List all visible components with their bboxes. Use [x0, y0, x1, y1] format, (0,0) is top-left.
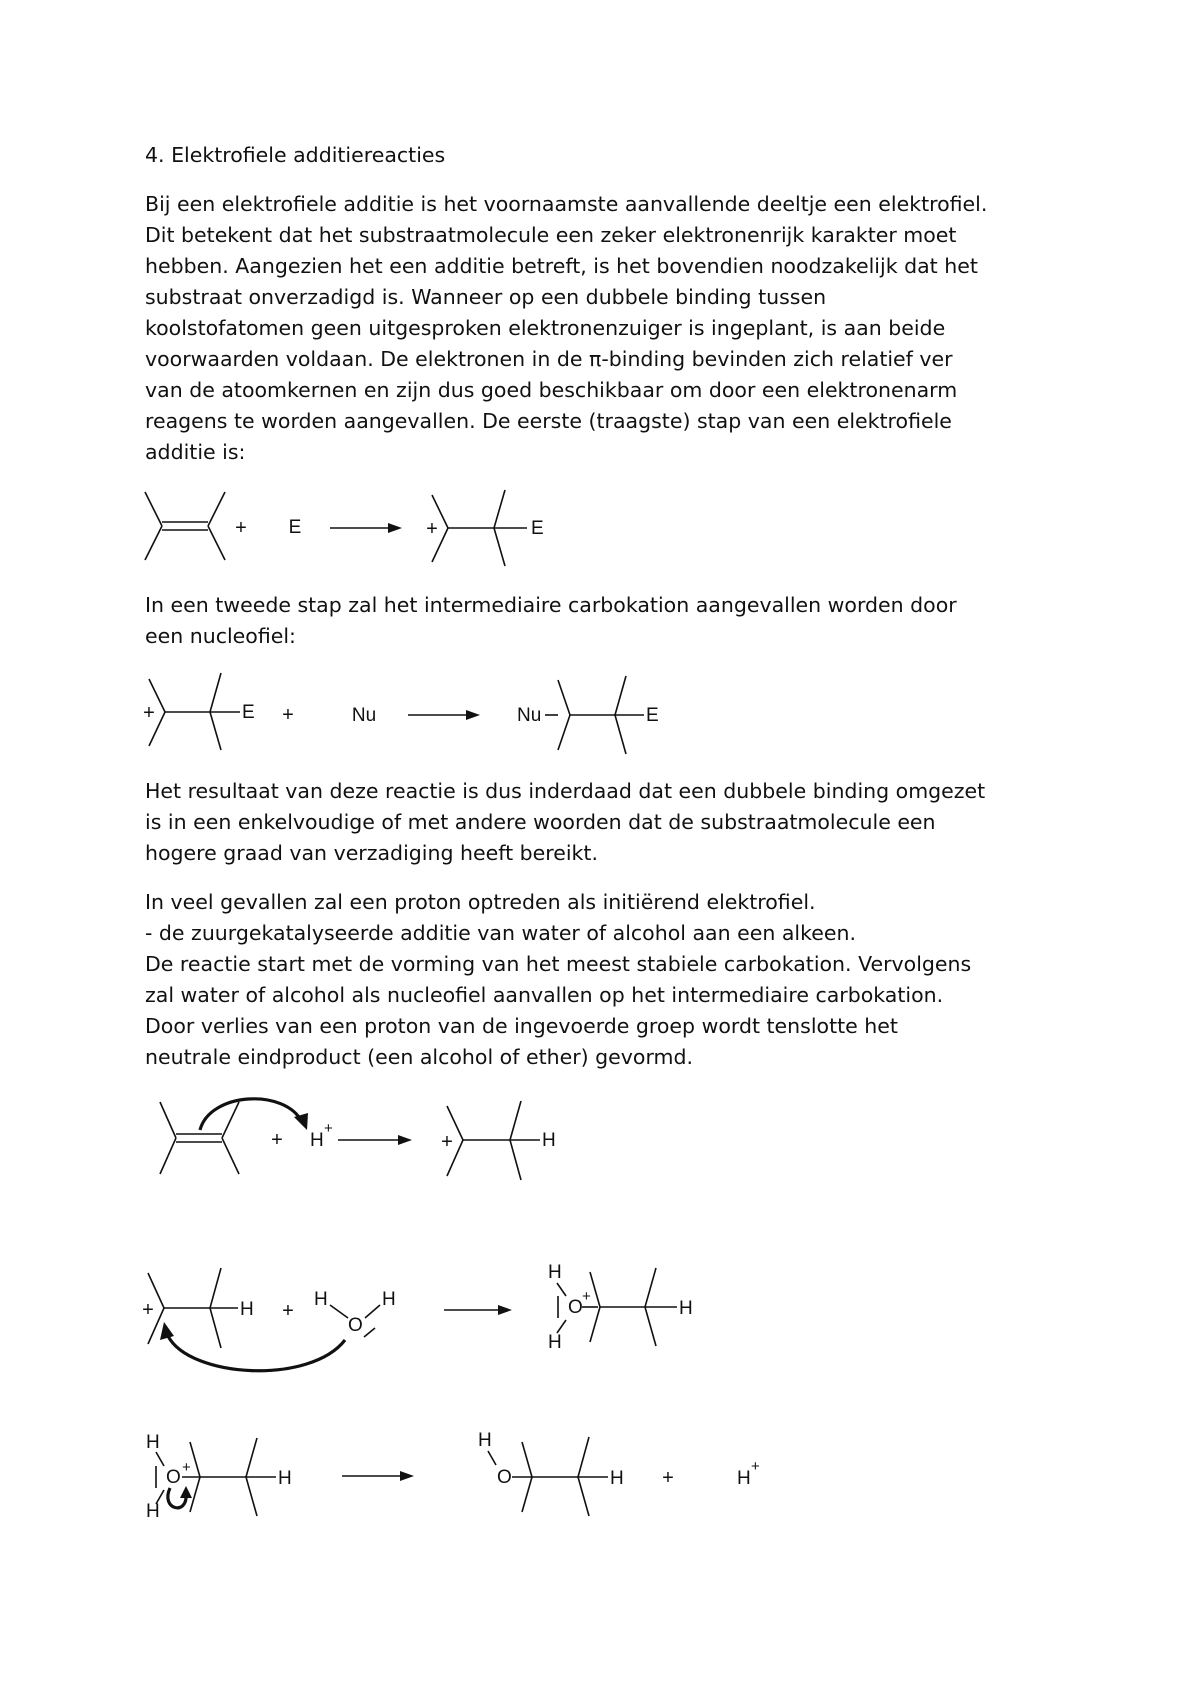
curved-electron-arrow: [160, 1322, 345, 1371]
section-heading: 4. Elektrofiele additiereacties: [145, 143, 446, 167]
text-line: substraat onverzadigd is. Wanneer op een dubbele binding tussen: [145, 285, 827, 309]
hydrogen-label: H: [610, 1468, 624, 1489]
hydrogen-label: H: [240, 1299, 254, 1320]
curved-electron-arrow: [168, 1486, 192, 1508]
hydrogen-label: H: [146, 1432, 160, 1453]
text-line: Het resultaat van deze reactie is dus inderdaad dat een dubbele binding omgezet: [145, 779, 986, 803]
text-line: voorwaarden voldaan. De elektronen in de π-binding bevinden zich relatief ver: [145, 347, 953, 371]
text-line: reagens te worden aangevallen. De eerste (traagste) stap van een elektrofiele: [145, 409, 952, 433]
proton-charge: +: [751, 1458, 760, 1475]
alkene-structure: [160, 1102, 239, 1174]
curved-electron-arrow: [200, 1099, 308, 1130]
text-line: een nucleofiel:: [145, 624, 296, 648]
text-line: is in een enkelvoudige of met andere woorden dat de substraatmolecule een: [145, 810, 936, 834]
text-line: koolstofatomen geen uitgesproken elektronenzuiger is ingeplant, is aan beide: [145, 316, 946, 340]
nucleophile-label: Nu: [517, 705, 542, 726]
hydrogen-label: H: [542, 1130, 556, 1151]
proton-charge: +: [324, 1120, 333, 1137]
text-line: van de atoomkernen en zijn dus goed beschikbaar om door een elektronenarm: [145, 378, 958, 402]
proton-label: H: [737, 1468, 751, 1489]
text-line: - de zuurgekatalyseerde additie van water of alcohol aan een alkeen.: [145, 921, 856, 945]
reaction-arrow: [338, 1135, 412, 1145]
electrophile-label: E: [242, 702, 255, 723]
hydrogen-label: H: [478, 1430, 492, 1451]
plus-sign: +: [282, 1300, 294, 1322]
electrophile-label: E: [646, 705, 659, 726]
cation-charge: +: [441, 1131, 453, 1153]
electrophile-label: E: [531, 518, 544, 539]
oxonium-charge: +: [582, 1288, 591, 1305]
electrophile-label: E: [288, 517, 302, 538]
cation-charge: +: [143, 702, 155, 724]
carbocation-structure: [432, 490, 527, 566]
hydrogen-label: H: [314, 1289, 328, 1310]
plus-sign: +: [662, 1467, 674, 1489]
cation-charge: +: [142, 1299, 154, 1321]
carbocation-structure: [149, 673, 240, 750]
hydrogen-label: H: [679, 1298, 693, 1319]
reaction-arrow: [342, 1471, 414, 1481]
plus-sign: +: [282, 704, 294, 726]
proton-label: H: [310, 1130, 324, 1151]
reaction-arrow: [408, 710, 480, 720]
scheme-protonation: [0, 1080, 1200, 1190]
reaction-arrow: [444, 1305, 512, 1315]
reaction-arrow: [330, 523, 402, 533]
hydrogen-label: H: [278, 1468, 292, 1489]
text-line: zal water of alcohol als nucleofiel aanvallen op het intermediaire carbokation.: [145, 983, 944, 1007]
scheme-water-attack: [0, 1255, 1200, 1375]
hydrogen-label: H: [146, 1501, 160, 1522]
text-line: De reactie start met de vorming van het meest stabiele carbokation. Vervolgens: [145, 952, 972, 976]
oxygen-label: O: [568, 1297, 583, 1318]
text-line: hogere graad van verzadiging heeft bereikt.: [145, 841, 598, 865]
proton-paragraph: [145, 887, 1085, 1073]
plus-sign: +: [271, 1129, 283, 1151]
step2-paragraph: [145, 590, 1085, 652]
text-line: Door verlies van een proton van de ingevoerde groep wordt tenslotte het: [145, 1014, 898, 1038]
scheme-nucleophile-attack: [0, 665, 1200, 755]
cation-charge: +: [426, 518, 438, 540]
carbocation-structure: [447, 1101, 540, 1180]
hydrogen-label: H: [548, 1332, 562, 1353]
hydrogen-label: H: [548, 1262, 562, 1283]
oxygen-label: O: [348, 1315, 363, 1336]
scheme-deprotonation: [0, 1415, 1200, 1545]
text-line: In veel gevallen zal een proton optreden als initiërend elektrofiel.: [145, 890, 816, 914]
text-line: neutrale eindproduct (een alcohol of ether) gevormd.: [145, 1045, 694, 1069]
hydrogen-label: H: [382, 1289, 396, 1310]
oxonium-charge: +: [182, 1459, 191, 1476]
result-paragraph: [145, 776, 1085, 869]
oxygen-label: O: [497, 1467, 512, 1488]
text-line: Bij een elektrofiele additie is het voornaamste aanvallende deeltje een elektrofiel.: [145, 192, 988, 216]
intro-paragraph: [145, 189, 1085, 468]
text-line: hebben. Aangezien het een additie betreft, is het bovendien noodzakelijk dat het: [145, 254, 978, 278]
oxygen-label: O: [166, 1467, 181, 1488]
text-line: Dit betekent dat het substraatmolecule een zeker elektronenrijk karakter moet: [145, 223, 957, 247]
scheme-electrophile-attack: [0, 480, 1200, 580]
addition-product-structure: [545, 676, 644, 754]
alkene-structure: [145, 492, 225, 560]
text-line: In een tweede stap zal het intermediaire carbokation aangevallen worden door: [145, 593, 957, 617]
plus-sign: +: [235, 517, 247, 539]
text-line: additie is:: [145, 440, 246, 464]
nucleophile-label: Nu: [351, 705, 377, 726]
